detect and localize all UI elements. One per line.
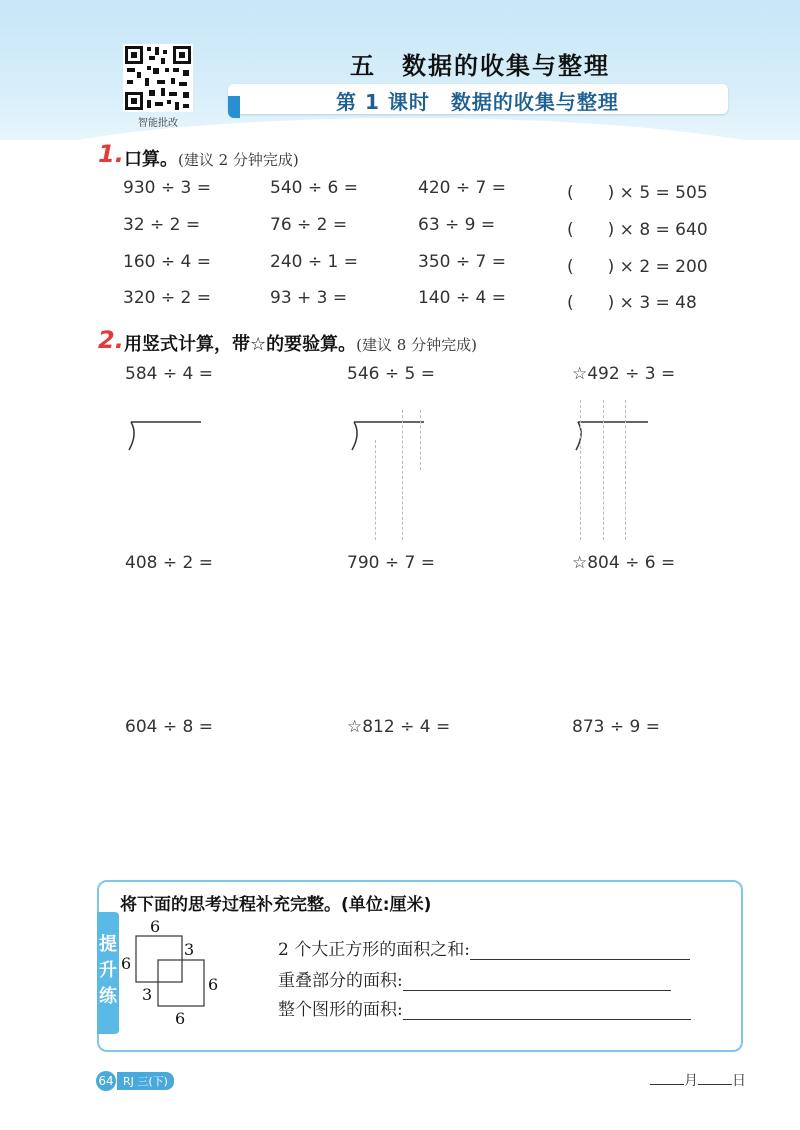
lesson-title: 第 1 课时 数据的收集与整理 xyxy=(336,90,619,114)
guide-line xyxy=(603,400,604,540)
q2-number: 2. xyxy=(98,326,124,354)
figure-label-overlap-left: 3 xyxy=(142,985,153,1004)
figure-label-top: 6 xyxy=(150,917,161,936)
extension-tab xyxy=(97,912,119,1034)
vertical-calc-problem: ☆804 ÷ 6 = xyxy=(572,553,676,573)
extension-tab-char: 升 xyxy=(99,960,117,981)
figure-label-bottom: 6 xyxy=(175,1009,186,1028)
unit-title: 五 数据的收集与整理 xyxy=(350,52,610,80)
vertical-calc-problem: 873 ÷ 9 = xyxy=(572,717,660,737)
month-blank[interactable] xyxy=(650,1084,684,1085)
division-bracket xyxy=(125,414,215,454)
oral-calc-item: 420 ÷ 7 = xyxy=(418,178,506,198)
oral-calc-item: ( ) × 8 = 640 xyxy=(567,220,708,240)
oral-calc-item: 32 ÷ 2 = xyxy=(123,215,201,235)
guide-line xyxy=(402,410,403,540)
q1-title xyxy=(124,145,299,171)
oral-calc-item: 160 ÷ 4 = xyxy=(123,252,211,272)
vertical-calc-problem: 584 ÷ 4 = xyxy=(125,364,213,384)
extension-tab-char: 练 xyxy=(99,986,117,1007)
oral-calc-item: 930 ÷ 3 = xyxy=(123,178,211,198)
fill-line-total xyxy=(278,995,691,1020)
day-label: 日 xyxy=(732,1073,746,1089)
oral-calc-item: 93 + 3 = xyxy=(270,288,348,308)
month-label: 月 xyxy=(684,1073,698,1089)
fill-line-label: 2 个大正方形的面积之和: xyxy=(278,940,470,960)
oral-calc-item: ( ) × 3 = 48 xyxy=(567,293,697,313)
q1-hint: (建议 2 分钟完成) xyxy=(178,151,299,169)
oral-calc-item: 320 ÷ 2 = xyxy=(123,288,211,308)
vertical-calc-problem: 408 ÷ 2 = xyxy=(125,553,213,573)
vertical-calc-problem: 790 ÷ 7 = xyxy=(347,553,435,573)
qr-code-icon[interactable] xyxy=(123,44,193,112)
oral-calc-item: 540 ÷ 6 = xyxy=(270,178,358,198)
fill-line-overlap xyxy=(278,966,671,991)
q1-title-text: 口算。 xyxy=(124,149,178,170)
figure-label-left: 6 xyxy=(121,954,132,973)
oral-calc-item: 76 ÷ 2 = xyxy=(270,215,348,235)
date-field xyxy=(650,1070,746,1090)
answer-blank[interactable] xyxy=(403,974,671,991)
vertical-calc-problem: ☆812 ÷ 4 = xyxy=(347,717,451,737)
fill-line-sum xyxy=(278,935,690,960)
figure-label-overlap-right: 3 xyxy=(184,940,195,959)
page-number: 64 xyxy=(96,1071,116,1091)
division-bracket xyxy=(348,414,438,454)
lesson-bar-accent xyxy=(228,96,240,118)
overlapping-squares-figure xyxy=(130,930,220,1020)
extension-tab-char: 提 xyxy=(99,934,117,955)
q1-number: 1. xyxy=(98,140,124,168)
answer-blank[interactable] xyxy=(470,943,690,960)
q2-hint: (建议 8 分钟完成) xyxy=(356,336,477,354)
guide-line xyxy=(420,410,421,470)
oral-calc-item: 350 ÷ 7 = xyxy=(418,252,506,272)
oral-calc-item: 140 ÷ 4 = xyxy=(418,288,506,308)
oral-calc-item: 63 ÷ 9 = xyxy=(418,215,496,235)
q2-title xyxy=(124,330,477,356)
vertical-calc-problem: 604 ÷ 8 = xyxy=(125,717,213,737)
guide-line xyxy=(625,400,626,540)
book-label: RJ 三(下) xyxy=(117,1072,174,1090)
extension-title: 将下面的思考过程补充完整。(单位:厘米) xyxy=(120,895,432,915)
division-bracket xyxy=(572,414,662,454)
oral-calc-item: ( ) × 5 = 505 xyxy=(567,183,708,203)
q2-title-text: 用竖式计算，带☆的要验算。 xyxy=(124,334,357,355)
day-blank[interactable] xyxy=(698,1084,732,1085)
guide-line xyxy=(375,440,376,540)
vertical-calc-problem: 546 ÷ 5 = xyxy=(347,364,435,384)
figure-label-right: 6 xyxy=(208,975,219,994)
qr-label: 智能批改 xyxy=(138,118,178,129)
fill-line-label: 整个图形的面积: xyxy=(278,1000,403,1020)
vertical-calc-problem: ☆492 ÷ 3 = xyxy=(572,364,676,384)
guide-line xyxy=(580,400,581,540)
oral-calc-item: ( ) × 2 = 200 xyxy=(567,257,708,277)
fill-line-label: 重叠部分的面积: xyxy=(278,971,403,991)
oral-calc-item: 240 ÷ 1 = xyxy=(270,252,358,272)
answer-blank[interactable] xyxy=(403,1003,691,1020)
